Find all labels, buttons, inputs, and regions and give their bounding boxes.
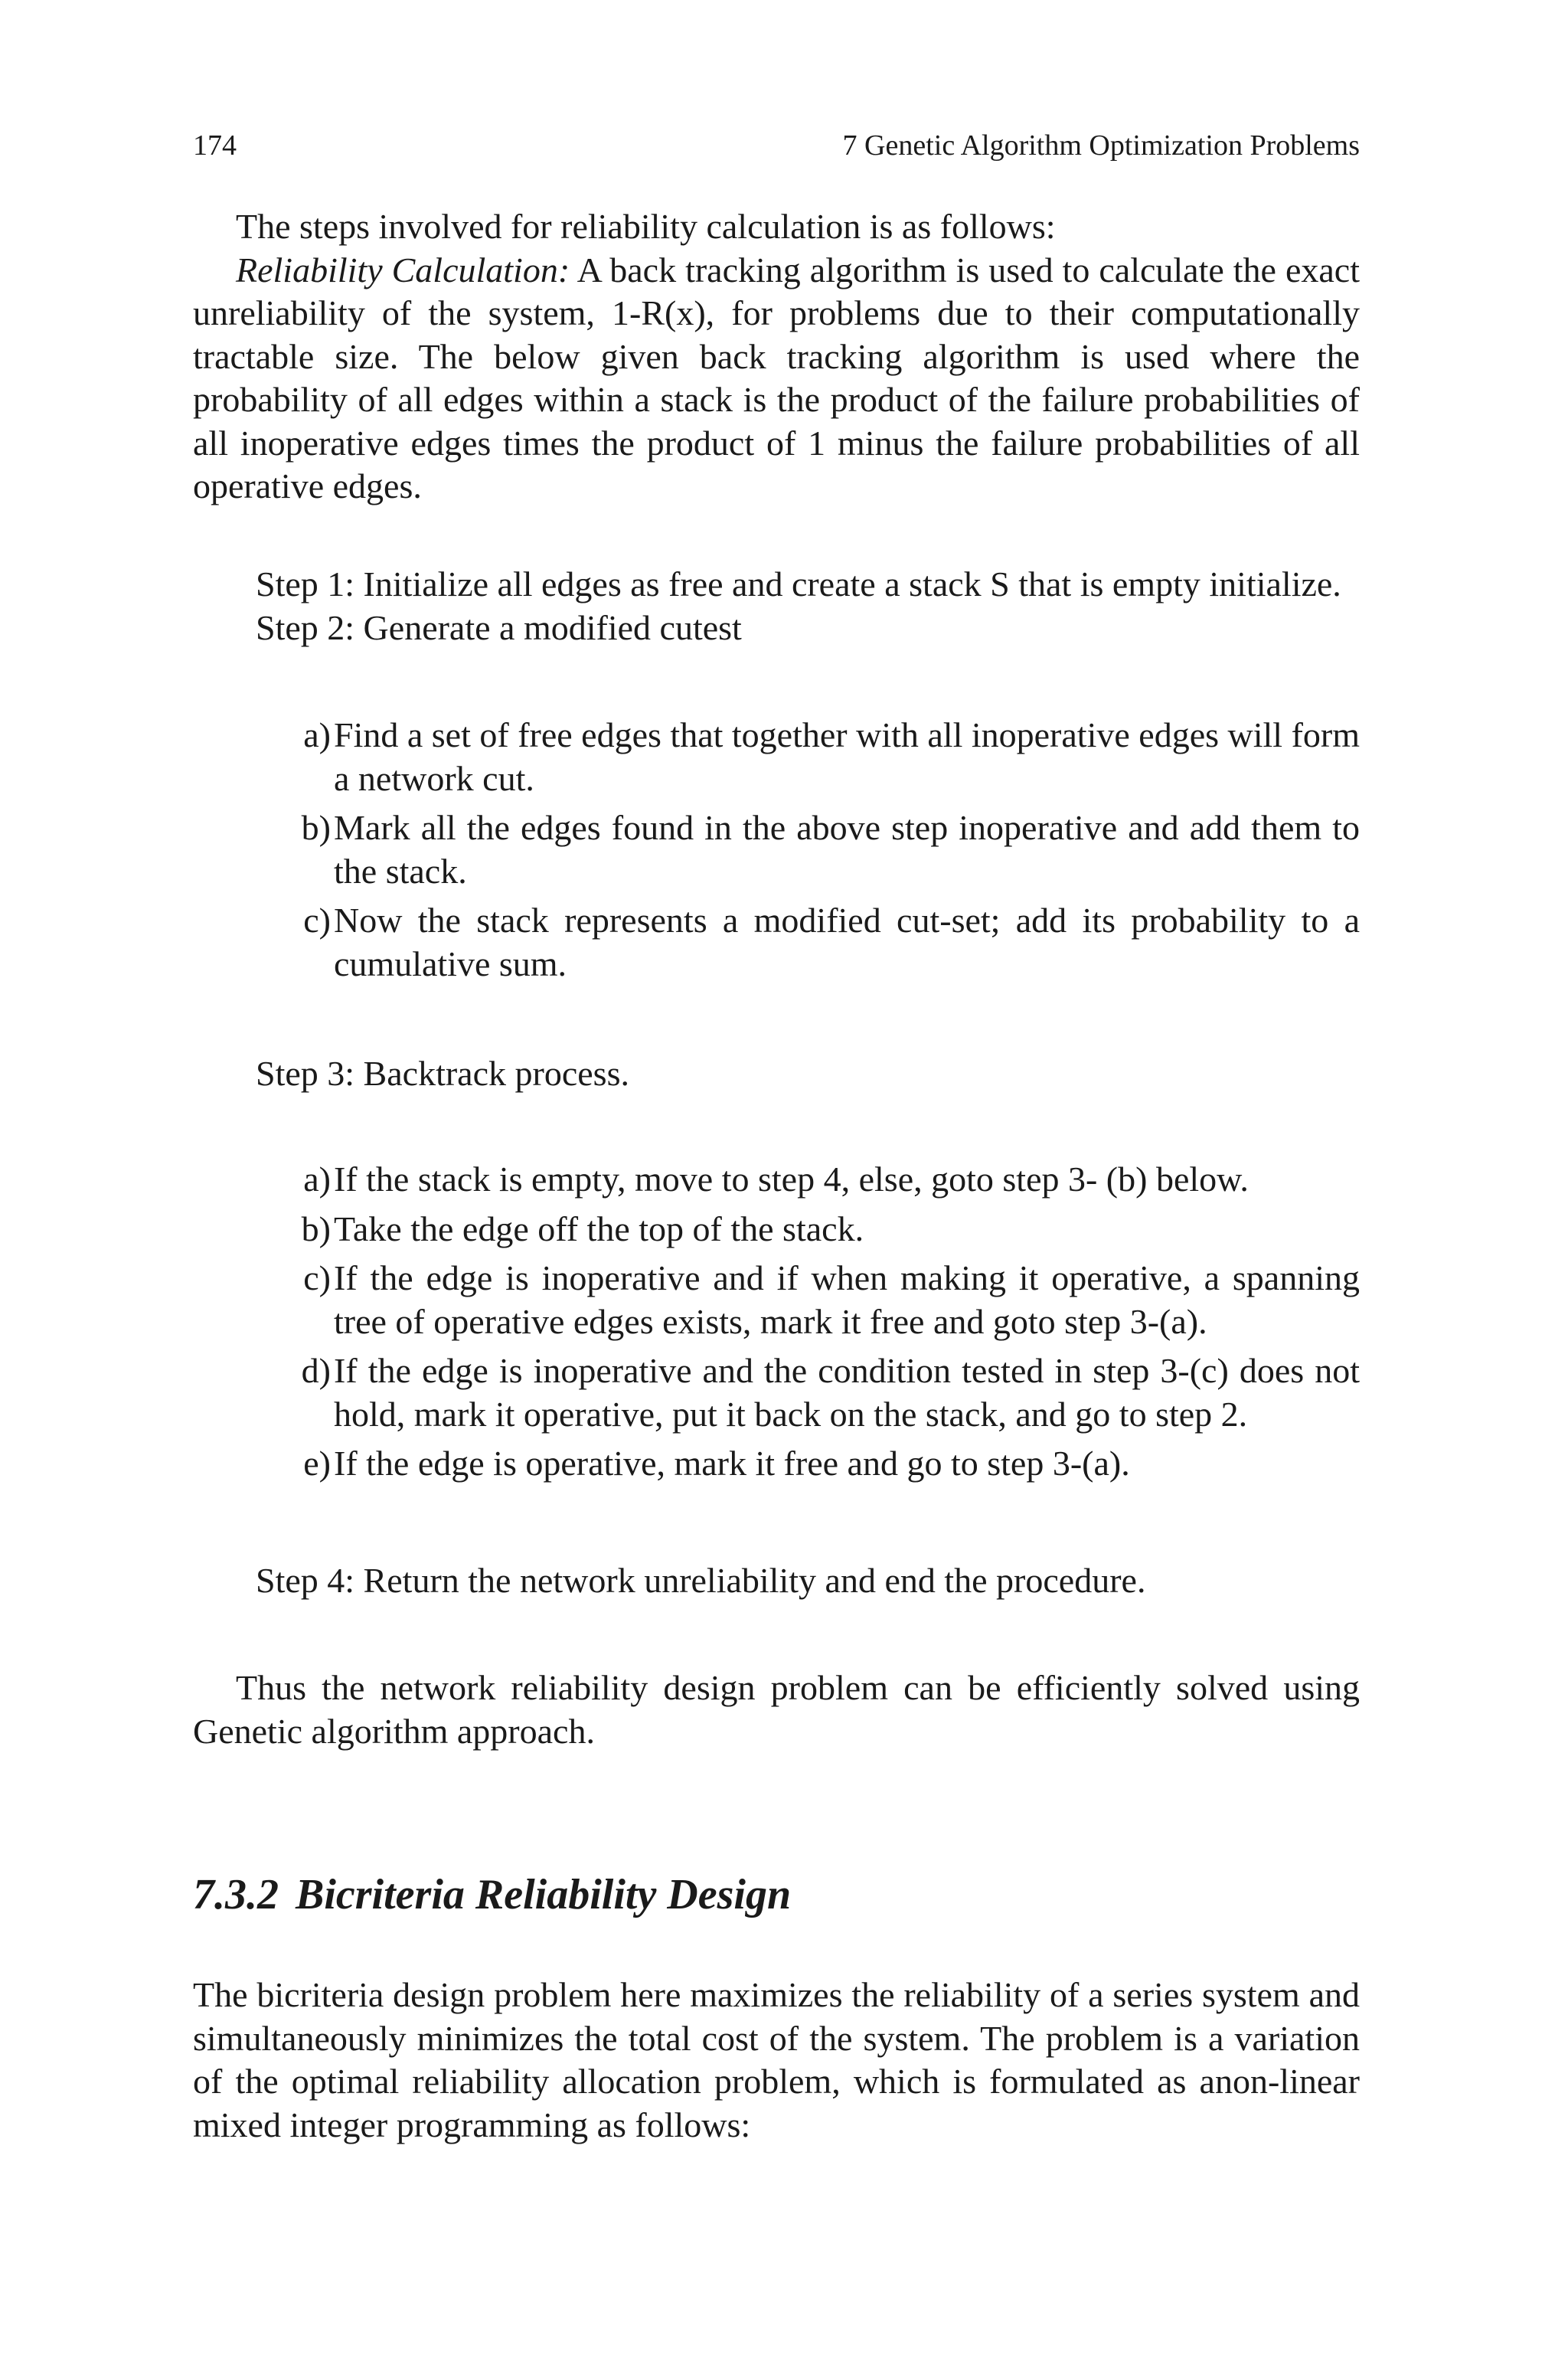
section-number: 7.3.2 bbox=[193, 1871, 279, 1918]
list-item: a) If the stack is empty, move to step 4, else, goto step 3- (b) below. bbox=[303, 1159, 1249, 1199]
step-3-block bbox=[256, 1052, 1360, 1096]
section-paragraph: The bicriteria design problem here maximizes the reliability of a series system and simultaneously minimizes the total cost of the system. The problem is a variation of the optimal reliability allocation problem, which is formulated as anon-linear mixed integer programming as follows: bbox=[193, 1975, 1360, 2144]
section-heading bbox=[193, 1870, 791, 1919]
step-4: Step 4: Return the network unreliability and end the procedure. bbox=[256, 1561, 1146, 1600]
list-item: d) If the edge is inoperative and the condition tested in step 3-(c) does not hold, mark it operative, put it back on the stack, and go to step 2. bbox=[301, 1351, 1360, 1434]
intro-block bbox=[193, 205, 1360, 509]
reliability-calculation-paragraph bbox=[193, 249, 1360, 509]
list-item: b) Take the edge off the top of the stack. bbox=[301, 1209, 864, 1248]
intro-line: The steps involved for reliability calculation is as follows: bbox=[236, 207, 1056, 246]
running-head bbox=[193, 129, 1360, 162]
step-2: Step 2: Generate a modified cutest bbox=[256, 607, 742, 647]
conclusion-paragraph: Thus the network reliability design problem can be efficiently solved using Genetic algorithm approach. bbox=[193, 1668, 1360, 1751]
reliability-calculation-text: A back tracking algorithm is used to calculate the exact unreliability of the system, 1-R(x), for problems due to their computationally tractable size. The below given back tracking algorithm is used where the probability of all edges within a stack is the product of the failure probabilities of all inoperative edges times the product of 1 minus the failure probabilities of all operative edges. bbox=[193, 250, 1360, 505]
list-item: a) Find a set of free edges that together with all inoperative edges will form a network cut. bbox=[303, 715, 1360, 798]
step-4-block bbox=[256, 1559, 1360, 1603]
conclusion-block bbox=[193, 1666, 1360, 1753]
chapter-title: 7 Genetic Algorithm Optimization Problems bbox=[842, 129, 1360, 162]
step-1-block bbox=[256, 563, 1360, 649]
step-1: Step 1: Initialize all edges as free and create a stack S that is empty initialize. bbox=[256, 564, 1341, 603]
section-title: Bicriteria Reliability Design bbox=[296, 1871, 792, 1918]
section-body bbox=[193, 1974, 1360, 2147]
list-item: e) If the edge is operative, mark it free and go to step 3-(a). bbox=[303, 1444, 1130, 1483]
reliability-calculation-label: Reliability Calculation: bbox=[236, 250, 570, 289]
list-item: c) If the edge is inoperative and if when making it operative, a spanning tree of operative edges exists, mark it free and goto step 3-(a). bbox=[303, 1258, 1360, 1341]
step-3: Step 3: Backtrack process. bbox=[256, 1054, 629, 1093]
step-3-list bbox=[288, 1158, 1360, 1486]
page-number: 174 bbox=[193, 129, 237, 162]
list-item: c) Now the stack represents a modified cut-set; add its probability to a cumulative sum. bbox=[303, 901, 1360, 983]
step-2-list bbox=[288, 714, 1360, 986]
list-item: b) Mark all the edges found in the above step inoperative and add them to the stack. bbox=[301, 808, 1360, 891]
